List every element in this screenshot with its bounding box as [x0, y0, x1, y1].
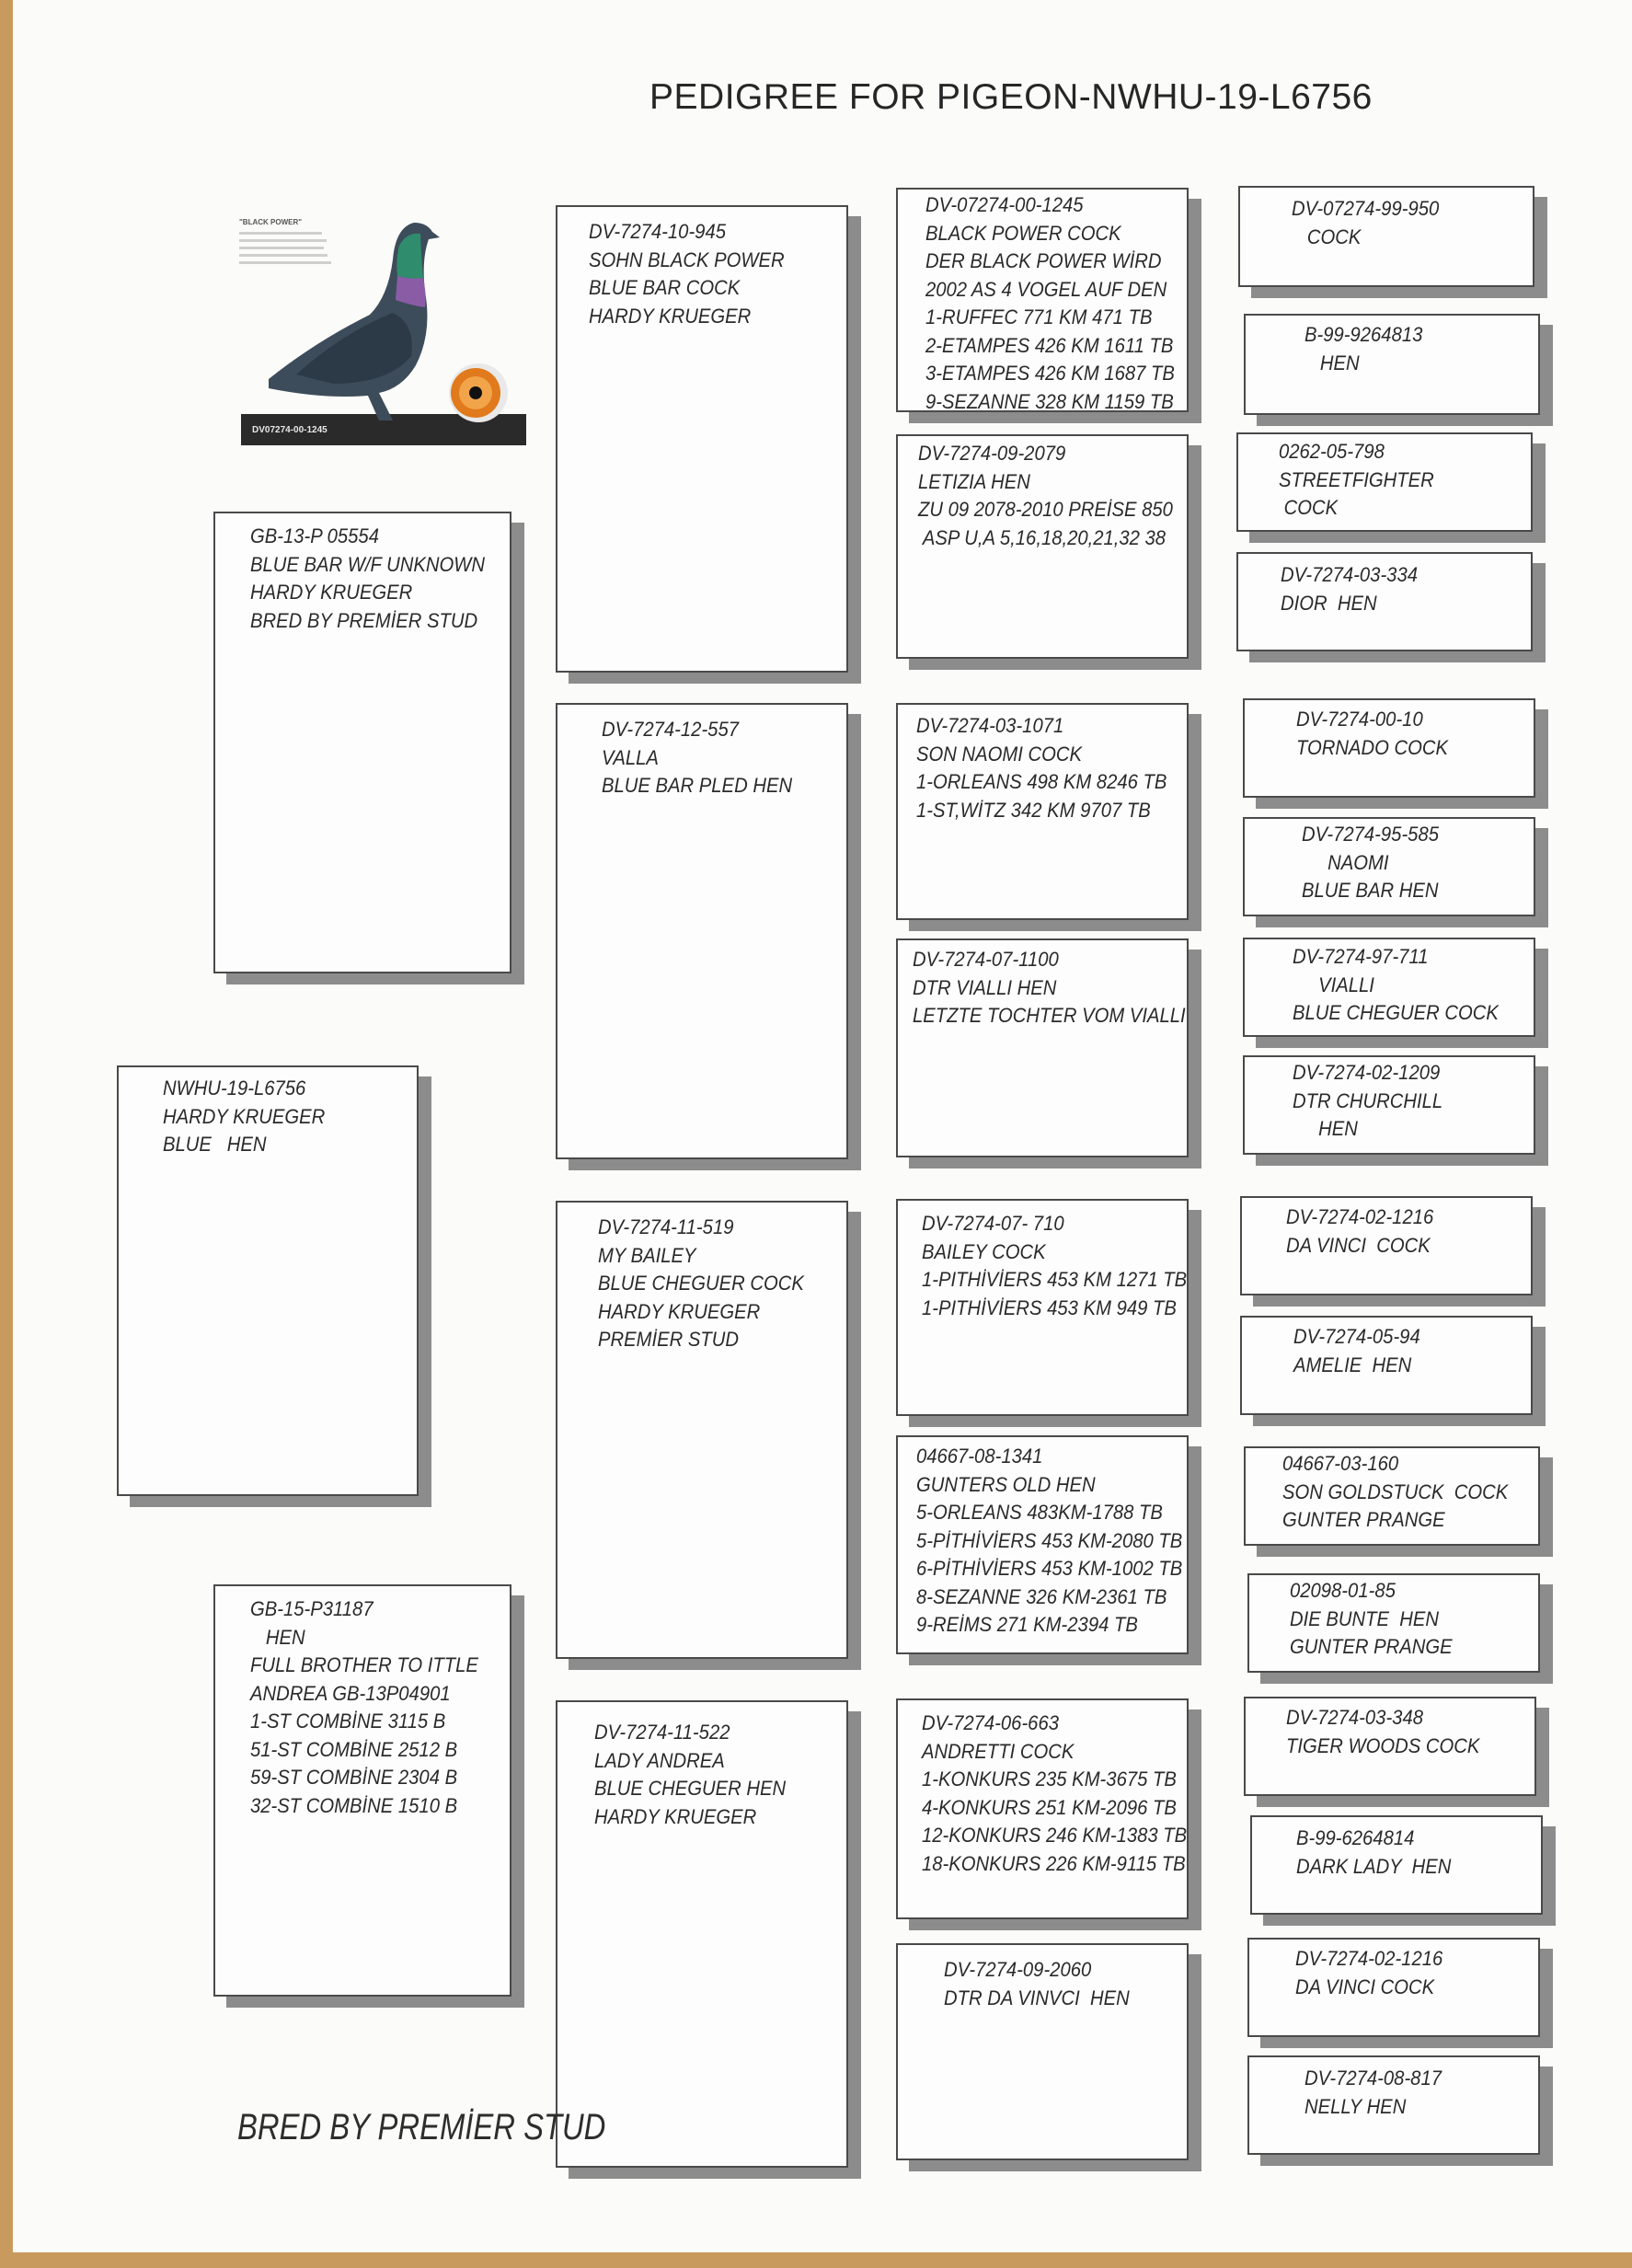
gp-line: BLUE CHEGUER COCK — [598, 1272, 804, 1295]
gp-ring: DV-7274-11-519 — [598, 1215, 734, 1238]
great-grandparent-box-3 — [896, 703, 1189, 920]
great-grandparent-box-1 — [896, 188, 1189, 412]
gp-line: BLUE BAR COCK — [589, 276, 741, 299]
great-grandparent-box-6 — [896, 1435, 1189, 1654]
ggp-line: 12-KONKURS 246 KM-1383 TB — [922, 1824, 1188, 1847]
gggp-line: TIGER WOODS COCK — [1286, 1733, 1480, 1757]
gggp-ring: DV-07274-99-950 — [1292, 197, 1440, 220]
gggp-line: GUNTER PRANGE — [1282, 1508, 1445, 1531]
subject-ring: NWHU-19-L6756 — [163, 1076, 306, 1099]
gp-line: HARDY KRUEGER — [594, 1804, 757, 1828]
gggp-box-13 — [1244, 1697, 1536, 1796]
dam-line: 51-ST COMBİNE 2512 B — [250, 1737, 458, 1761]
gggp-line: NAOMI — [1302, 850, 1389, 874]
gggp-ring: 02098-01-85 — [1290, 1579, 1396, 1602]
ggp-line: SON NAOMI COCK — [916, 742, 1083, 766]
gggp-box-7 — [1243, 938, 1535, 1037]
gggp-line: DA VINCI COCK — [1295, 1974, 1435, 1998]
grandparent-box-2 — [556, 703, 848, 1159]
great-grandparent-box-2 — [896, 434, 1189, 659]
gggp-line: VIALLI — [1293, 973, 1374, 996]
dam-line: 1-ST COMBİNE 3115 B — [250, 1710, 446, 1733]
gggp-ring: DV-7274-08-817 — [1304, 2067, 1442, 2090]
gggp-line: COCK — [1279, 496, 1339, 519]
gp-line: SOHN BLACK POWER — [589, 248, 785, 271]
ggp-ring: DV-7274-09-2060 — [944, 1958, 1092, 1981]
photo-ring-label: DV07274-00-1245 — [252, 425, 328, 435]
ggp-line: 1-KONKURS 235 KM-3675 TB — [922, 1767, 1177, 1790]
ggp-line: DER BLACK POWER WİRD — [925, 249, 1162, 272]
gggp-ring: 04667-03-160 — [1282, 1452, 1399, 1475]
gggp-box-11 — [1244, 1446, 1540, 1546]
great-grandparent-box-7 — [896, 1698, 1189, 1919]
gggp-ring: DV-7274-03-348 — [1286, 1706, 1423, 1729]
gggp-line: BLUE CHEGUER COCK — [1293, 1001, 1499, 1024]
gggp-box-3 — [1236, 432, 1533, 532]
gggp-ring: DV-7274-02-1216 — [1286, 1205, 1434, 1228]
dam-ring: GB-15-P31187 — [250, 1597, 374, 1620]
ggp-ring: DV-7274-03-1071 — [916, 714, 1064, 737]
ggp-line: 1-PITHİVİERS 453 KM 1271 TB — [922, 1268, 1188, 1291]
gggp-line: AMELIE HEN — [1293, 1353, 1412, 1376]
ggp-line: 1-PITHİVİERS 453 KM 949 TB — [922, 1295, 1177, 1319]
ggp-ring: DV-07274-00-1245 — [925, 193, 1084, 216]
dam-line: 59-ST COMBİNE 2304 B — [250, 1766, 458, 1789]
gggp-box-15 — [1247, 1938, 1540, 2037]
ggp-line: 5-PİTHİVİERS 453 KM-2080 TB — [916, 1528, 1183, 1552]
ggp-line: DTR VIALLI HEN — [913, 975, 1057, 999]
ggp-ring: 04667-08-1341 — [916, 1445, 1043, 1468]
gggp-line: NELLY HEN — [1304, 2094, 1407, 2118]
ggp-line: 6-PİTHİVİERS 453 KM-1002 TB — [916, 1557, 1183, 1580]
ggp-line: 9-REİMS 271 KM-2394 TB — [916, 1613, 1138, 1636]
pigeon-photo — [232, 204, 526, 445]
ggp-line: 18-KONKURS 226 KM-9115 TB — [922, 1851, 1186, 1875]
gggp-ring: DV-7274-00-10 — [1296, 708, 1423, 731]
subject-color-sex: BLUE HEN — [163, 1133, 267, 1156]
ggp-line: ASP U,A 5,16,18,20,21,32 38 — [918, 525, 1167, 549]
ggp-ring: DV-7274-09-2079 — [918, 442, 1066, 465]
dam-line: 32-ST COMBİNE 1510 B — [250, 1793, 458, 1817]
ggp-line: 1-ORLEANS 498 KM 8246 TB — [916, 770, 1167, 793]
sire-ring: GB-13-P 05554 — [250, 524, 379, 547]
ggp-ring: DV-7274-06-663 — [922, 1711, 1059, 1734]
gggp-line: SON GOLDSTUCK COCK — [1282, 1479, 1509, 1503]
grandparent-box-1 — [556, 205, 848, 673]
sire-box — [213, 512, 511, 973]
photo-caption-title: "BLACK POWER" — [239, 218, 303, 226]
gggp-box-4 — [1236, 552, 1533, 651]
gggp-line: DA VINCI COCK — [1286, 1233, 1431, 1257]
sire-line: HARDY KRUEGER — [250, 581, 413, 604]
gggp-line: DARK LADY HEN — [1296, 1854, 1452, 1878]
gp-ring: DV-7274-11-522 — [594, 1721, 730, 1744]
gggp-line: TORNADO COCK — [1296, 735, 1449, 759]
bred-by-footer: BRED BY PREMİER STUD — [237, 2107, 606, 2147]
gggp-line: DIOR HEN — [1281, 591, 1377, 615]
ggp-line: 1-RUFFEC 771 KM 471 TB — [925, 305, 1153, 328]
gggp-box-2 — [1244, 314, 1540, 415]
ggp-line: 4-KONKURS 251 KM-2096 TB — [922, 1795, 1177, 1819]
ggp-line: 5-ORLEANS 483KM-1788 TB — [916, 1501, 1163, 1524]
dam-line: ANDREA GB-13P04901 — [250, 1681, 451, 1705]
dam-line: HEN — [250, 1625, 305, 1649]
gggp-line: HEN — [1304, 351, 1360, 374]
gp-line: VALLA — [602, 745, 659, 769]
gp-line: PREMİER STUD — [598, 1328, 740, 1351]
ggp-line: GUNTERS OLD HEN — [916, 1472, 1096, 1496]
ggp-line: DTR DA VINVCI HEN — [944, 1986, 1130, 2009]
great-grandparent-box-4 — [896, 938, 1189, 1157]
gggp-line: HEN — [1293, 1117, 1358, 1140]
ggp-line: BAILEY COCK — [922, 1239, 1046, 1263]
gggp-line: DTR CHURCHILL — [1293, 1088, 1443, 1112]
gggp-ring: DV-7274-02-1216 — [1295, 1947, 1443, 1970]
gp-ring: DV-7274-12-557 — [602, 718, 739, 741]
gggp-box-14 — [1250, 1815, 1543, 1915]
sire-line: BLUE BAR W/F UNKNOWN — [250, 552, 486, 576]
gp-line: HARDY KRUEGER — [589, 304, 752, 328]
gggp-ring: DV-7274-05-94 — [1293, 1325, 1420, 1348]
ggp-line: BLACK POWER COCK — [925, 221, 1121, 245]
gggp-line: COCK — [1292, 224, 1362, 248]
gp-line: BLUE CHEGUER HEN — [594, 1777, 787, 1800]
ggp-line: 2002 AS 4 VOGEL AUF DEN — [925, 277, 1167, 301]
gggp-ring: B-99-9264813 — [1304, 323, 1423, 346]
gggp-box-16 — [1247, 2055, 1540, 2155]
subject-box — [117, 1065, 419, 1496]
ggp-line: ZU 09 2078-2010 PREİSE 850 — [918, 498, 1173, 521]
gggp-line: DIE BUNTE HEN — [1290, 1606, 1440, 1630]
gggp-box-8 — [1243, 1055, 1535, 1155]
ggp-ring: DV-7274-07-1100 — [913, 948, 1059, 971]
dam-box — [213, 1584, 511, 1997]
ggp-line: 1-ST,WİTZ 342 KM 9707 TB — [916, 798, 1151, 822]
grandparent-box-4 — [556, 1700, 848, 2168]
gggp-ring: DV-7274-03-334 — [1281, 563, 1418, 586]
gggp-line: BLUE BAR HEN — [1302, 879, 1439, 902]
sire-line: BRED BY PREMİER STUD — [250, 608, 478, 632]
pedigree-sheet — [13, 0, 1632, 2252]
gggp-ring: B-99-6264814 — [1296, 1826, 1415, 1849]
ggp-line: LETIZIA HEN — [918, 469, 1030, 493]
gp-line: HARDY KRUEGER — [598, 1299, 761, 1323]
pigeon-eye-pupil — [469, 386, 482, 399]
ggp-line: 2-ETAMPES 426 KM 1611 TB — [925, 333, 1174, 357]
great-grandparent-box-5 — [896, 1199, 1189, 1416]
gp-line: BLUE BAR PLED HEN — [602, 774, 793, 797]
gp-ring: DV-7274-10-945 — [589, 220, 726, 243]
gp-line: MY BAILEY — [598, 1243, 696, 1267]
gp-line: LADY ANDREA — [594, 1748, 725, 1772]
grandparent-box-3 — [556, 1201, 848, 1659]
gggp-ring: DV-7274-95-585 — [1302, 823, 1439, 846]
gggp-ring: DV-7274-97-711 — [1293, 945, 1429, 968]
ggp-line: ANDRETTI COCK — [922, 1739, 1075, 1763]
gggp-box-9 — [1240, 1196, 1533, 1295]
gggp-box-6 — [1243, 817, 1535, 916]
gggp-ring: DV-7274-02-1209 — [1293, 1061, 1441, 1084]
gggp-box-1 — [1238, 186, 1534, 287]
great-grandparent-box-8 — [896, 1943, 1189, 2160]
dam-line: FULL BROTHER TO ITTLE — [250, 1653, 478, 1676]
gggp-box-12 — [1247, 1573, 1540, 1673]
gggp-ring: 0262-05-798 — [1279, 440, 1385, 463]
gggp-box-5 — [1243, 698, 1535, 798]
page-title: PEDIGREE FOR PIGEON-NWHU-19-L6756 — [649, 77, 1373, 117]
ggp-line: 3-ETAMPES 426 KM 1687 TB — [925, 362, 1175, 385]
ggp-line: 9-SEZANNE 328 KM 1159 TB — [925, 389, 1174, 412]
ggp-line: 8-SEZANNE 326 KM-2361 TB — [916, 1584, 1167, 1608]
ggp-line: LETZTE TOCHTER VOM VIALLI — [913, 1004, 1186, 1027]
ggp-ring: DV-7274-07- 710 — [922, 1212, 1064, 1235]
gggp-box-10 — [1240, 1316, 1533, 1415]
gggp-line: STREETFIGHTER — [1279, 467, 1434, 491]
subject-breeder: HARDY KRUEGER — [163, 1104, 326, 1128]
gggp-line: GUNTER PRANGE — [1290, 1635, 1453, 1658]
